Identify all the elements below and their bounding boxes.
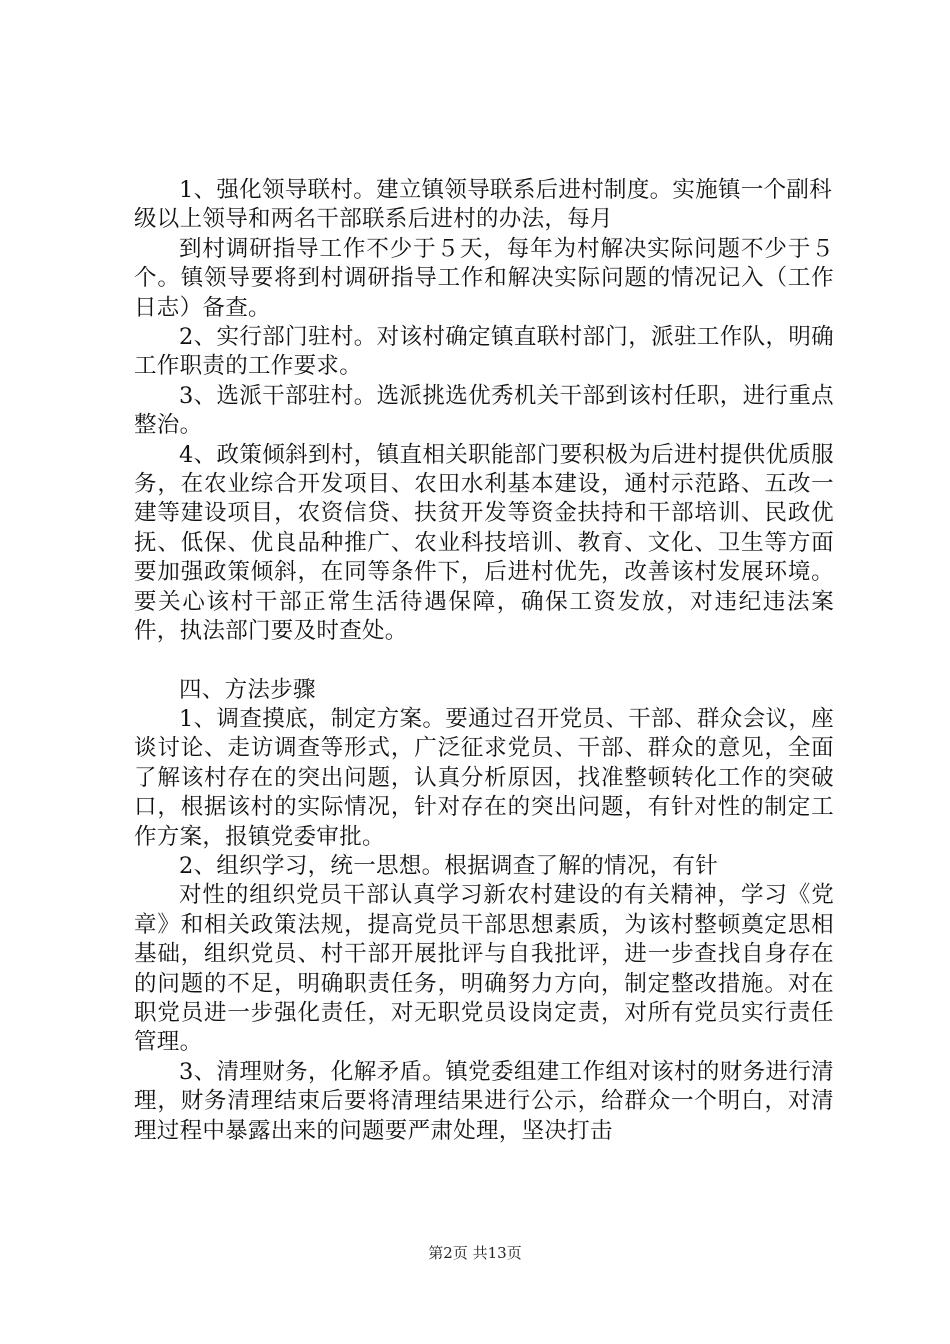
paragraph-finance: 3、清理财务，化解矛盾。镇党委组建工作组对该村的财务进行清理，财务清理结束后要将清理结果进行公示，给群众一个明白，对清理过程中暴露出来的问题要严肃处理，坚决打击 (134, 1058, 834, 1144)
section-heading-methods: 四、方法步骤 (179, 676, 316, 703)
paragraph-department-station: 2、实行部门驻村。对该村确定镇直联村部门，派驻工作队，明确工作职责的工作要求。 (134, 324, 834, 380)
paragraph-lead-contact-cont: 到村调研指导工作不少于５天，每年为村解决实际问题不少于５个。镇领导要将到村调研指导工作和解决实际问题的情况记入（工作日志）备查。 (134, 235, 834, 321)
paragraph-policy-tilt: 4、政策倾斜到村，镇直相关职能部门要积极为后进村提供优质服务，在农业综合开发项目、农田水利基本建设，通村示范路、五改一建等建设项目，农资信贷、扶贫开发等资金扶持和干部培训、民政优抚、低保、优良品种推广、农业科技培训、教育、文化、卫生等方面要加强政策倾斜，在同等条件下，后进村优先，改善该村发展环境。要关心该村干部正常生活待遇保障，确保工资发放，对违纪违法案件，执法部门要及时查处。 (134, 441, 834, 645)
paragraph-cadre-station: 3、选派干部驻村。选派挑选优秀机关干部到该村任职，进行重点整治。 (134, 382, 834, 439)
page-number-footer: 第2页 共13页 (428, 1244, 522, 1262)
paragraph-study-cont: 对性的组织党员干部认真学习新农村建设的有关精神，学习《党章》和相关政策法规，提高党员干部思想素质，为该村整顿奠定思相基础，组织党员、村干部开展批评与自我批评，进一步查找自身存在的问题的不足，明确职责任务，明确努力方向，制定整改措施。对在职党员进一步强化责任，对无职党员设岗定责，对所有党员实行责任管理。 (134, 882, 834, 1056)
paragraph-lead-contact: 1、强化领导联村。建立镇领导联系后进村制度。实施镇一个副科级以上领导和两名干部联系后进村的办法，每月 (134, 177, 833, 233)
paragraph-study: 2、组织学习，统一思想。根据调查了解的情况，有针 (179, 852, 719, 879)
paragraph-survey: 1、调查摸底，制定方案。要通过召开党员、干部、群众会议，座谈讨论、走访调查等形式，广泛征求党员、干部、群众的意见，全面了解该村存在的突出问题，认真分析原因，找准整顿转化工作的突破口，根据该村的实际情况，针对存在的突出问题，有针对性的制定工作方案，报镇党委审批。 (134, 705, 834, 850)
document-body (134, 176, 834, 1146)
